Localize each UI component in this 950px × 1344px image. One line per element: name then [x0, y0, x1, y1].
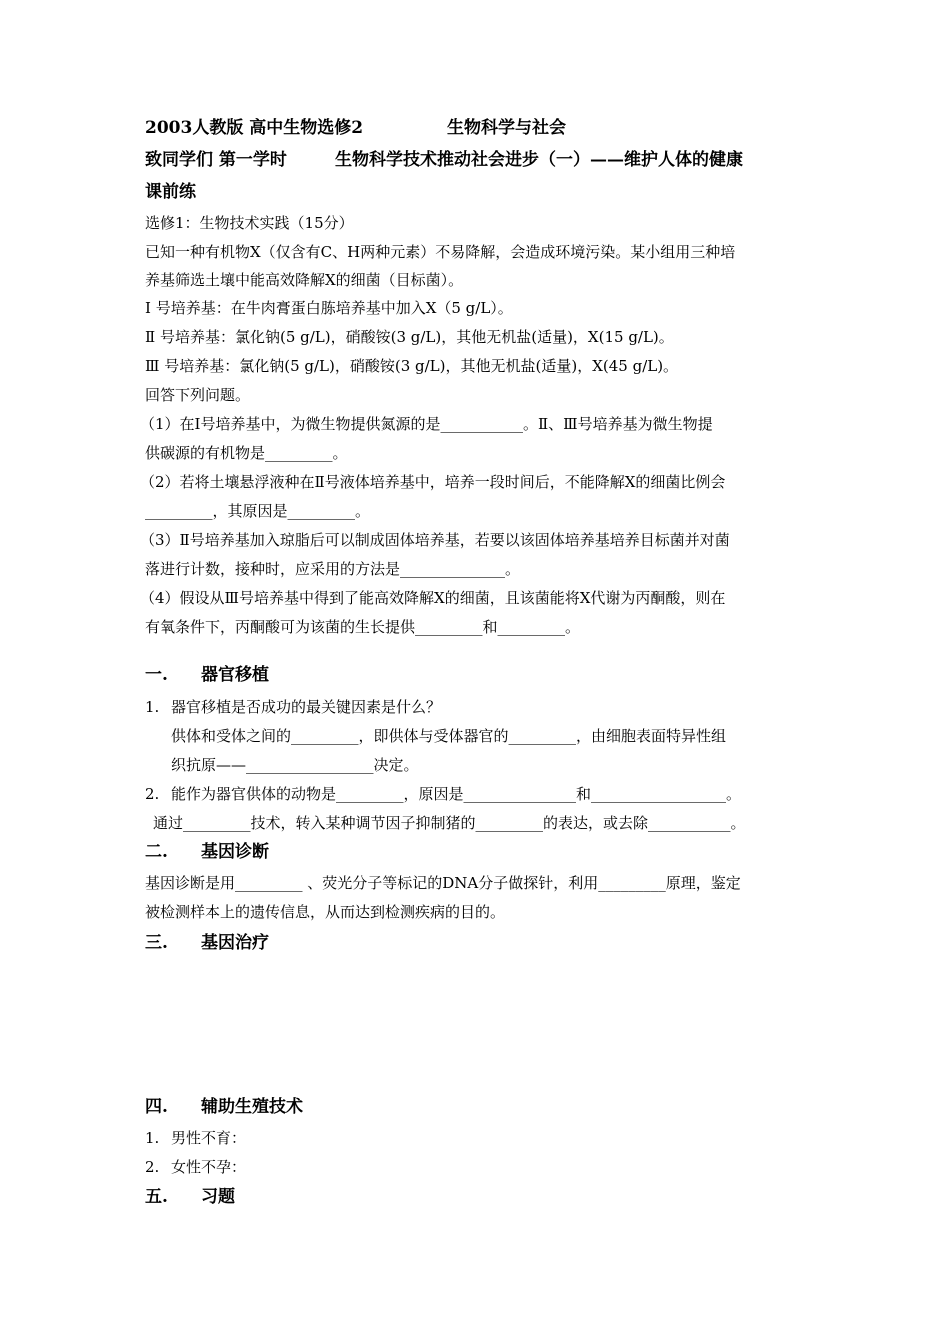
organ-item-1 — [145, 697, 441, 717]
question-2-line1: （2）若将土壤悬浮液种在Ⅱ号液体培养基中，培养一段时间后，不能降解X的细菌比例会 — [140, 473, 726, 491]
section-title: 习题 — [201, 1187, 235, 1207]
item-number: 1. — [145, 698, 160, 716]
section-title: 基因治疗 — [201, 933, 269, 953]
pre-class-label: 课前练 — [145, 182, 196, 202]
header-title-left: 2003人教版 高中生物选修2 — [145, 118, 364, 138]
section-title: 器官移植 — [201, 665, 269, 685]
practice-intro-line2: 养基筛选土壤中能高效降解X的细菌（目标菌）。 — [145, 271, 464, 289]
section-title: 辅助生殖技术 — [201, 1097, 303, 1117]
item-text: 男性不育： — [171, 1129, 247, 1147]
section-gene-diagnosis-heading — [145, 841, 269, 863]
item-number: 2. — [145, 1158, 160, 1176]
header-title-right: 生物科学与社会 — [447, 118, 566, 138]
organ-item-2-line2: 通过_________技术，转入某种调节因子抑制猪的_________的表达，或去除___________。 — [153, 814, 746, 832]
question-4-line2: 有氧条件下，丙酮酸可为该菌的生长提供_________和_________。 — [145, 618, 581, 636]
organ-item-2 — [145, 784, 741, 804]
item-text: 女性不孕： — [171, 1158, 247, 1176]
item-text: 能作为器官供体的动物是_________，原因是_______________和__________________。 — [171, 785, 742, 803]
section-number: 四. — [145, 1097, 168, 1117]
question-3-line2: 落进行计数，接种时，应采用的方法是______________。 — [145, 560, 521, 578]
practice-title: 选修1：生物技术实践（15分） — [145, 214, 354, 232]
lesson-title: 生物科学技术推动社会进步（一）——维护人体的健康 — [335, 150, 743, 170]
section-number: 一. — [145, 665, 168, 685]
organ-item-1-answer-line2: 织抗原——_________________决定。 — [171, 756, 419, 774]
section-number: 五. — [145, 1187, 168, 1207]
item-number: 1. — [145, 1129, 160, 1147]
art-item-1 — [145, 1128, 246, 1148]
medium-2: Ⅱ 号培养基：氯化钠(5 g/L)，硝酸铵(3 g/L)，其他无机盐(适量)，X(15 g/L)。 — [145, 328, 674, 346]
item-number: 2. — [145, 785, 160, 803]
answer-prompt: 回答下列问题。 — [145, 386, 251, 404]
gene-diagnosis-line1: 基因诊断是用_________ 、荧光分子等标记的DNA分子做探针，利用_________原理，鉴定 — [145, 874, 741, 892]
practice-intro-line1: 已知一种有机物X（仅含有C、H两种元素）不易降解，会造成环境污染。某小组用三种培 — [145, 243, 736, 261]
section-organ-transplant-heading — [145, 664, 269, 686]
gene-diagnosis-line2: 被检测样本上的遗传信息，从而达到检测疾病的目的。 — [145, 903, 506, 921]
question-4-line1: （4）假设从Ⅲ号培养基中得到了能高效降解X的细菌，且该菌能将X代谢为丙酮酸，则在 — [140, 589, 726, 607]
section-assisted-reproduction-heading — [145, 1096, 303, 1118]
section-number: 三. — [145, 933, 168, 953]
section-number: 二. — [145, 842, 168, 862]
question-3-line1: （3）Ⅱ号培养基加入琼脂后可以制成固体培养基，若要以该固体培养基培养目标菌并对菌 — [140, 531, 730, 549]
section-exercises-heading — [145, 1186, 235, 1208]
item-question: 器官移植是否成功的最关键因素是什么？ — [171, 698, 442, 716]
question-1-line2: 供碳源的有机物是_________。 — [145, 444, 348, 462]
medium-1: Ⅰ 号培养基：在牛肉膏蛋白胨培养基中加入X（5 g/L）。 — [145, 299, 513, 317]
section-gene-therapy-heading — [145, 932, 269, 954]
question-2-line2: _________，其原因是_________。 — [145, 502, 371, 520]
medium-3: Ⅲ 号培养基：氯化钠(5 g/L)，硝酸铵(3 g/L)，其他无机盐(适量)，X(45 g/L)。 — [145, 357, 679, 375]
lesson-label: 致同学们 第一学时 — [145, 150, 287, 170]
art-item-2 — [145, 1157, 246, 1177]
organ-item-1-answer-line1: 供体和受体之间的_________，即供体与受体器官的_________，由细胞表面特异性组 — [171, 727, 727, 745]
question-1-line1: （1）在Ⅰ号培养基中，为微生物提供氮源的是___________。Ⅱ、Ⅲ号培养基为微生物提 — [140, 415, 713, 433]
section-title: 基因诊断 — [201, 842, 269, 862]
